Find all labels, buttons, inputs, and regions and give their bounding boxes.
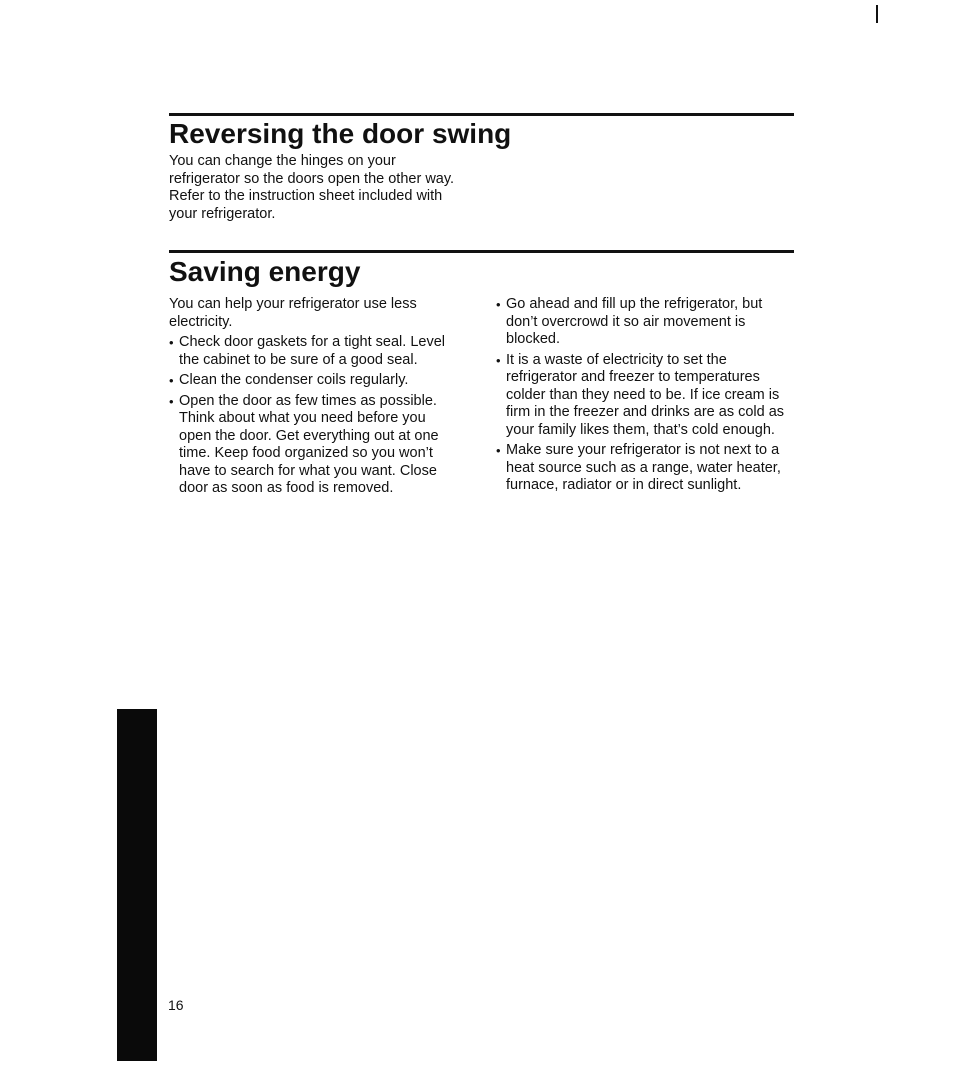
black-side-tab: [117, 709, 157, 1061]
heading-saving-energy: Saving energy: [169, 256, 361, 287]
list-item: • Check door gaskets for a tight seal. Level the cabinet to be sure of a good seal.: [169, 334, 461, 369]
saving-intro-text: You can help your refrigerator use less electricity.: [169, 296, 417, 330]
list-item: • Make sure your refrigerator is not next to a heat source such as a range, water heater, furnace, radiator or in direct sunlight.: [496, 442, 796, 495]
saving-left-column: [169, 296, 461, 501]
page-edge-mark: [876, 5, 878, 23]
section-rule-reversing: [169, 113, 794, 116]
list-item: • Clean the condenser coils regularly.: [169, 372, 461, 390]
saving-left-list: [169, 334, 461, 498]
page-number: 16: [168, 997, 184, 1013]
section-rule-saving: [169, 250, 794, 253]
saving-right-column: [496, 296, 796, 498]
list-item: • Open the door as few times as possible. Think about what you need before you open the door. Get everything out at one time. Keep food organized so you won’t have to search for what you want. Close door as soon as food is removed.: [169, 393, 461, 498]
heading-reversing-door-swing: Reversing the door swing: [169, 118, 512, 149]
reversing-body-text: You can change the hinges on your refrigerator so the doors open the other way. Refer to the instruction sheet included with your refrigerator.: [169, 153, 455, 222]
list-item: • It is a waste of electricity to set the refrigerator and freezer to temperatures colder than they need to be. If ice cream is firm in the freezer and drinks are as cold as your family likes them, that’s cold enough.: [496, 352, 796, 440]
saving-right-list: [496, 296, 796, 495]
list-item: • Go ahead and fill up the refrigerator, but don’t overcrowd it so air movement is blocked.: [496, 296, 796, 349]
